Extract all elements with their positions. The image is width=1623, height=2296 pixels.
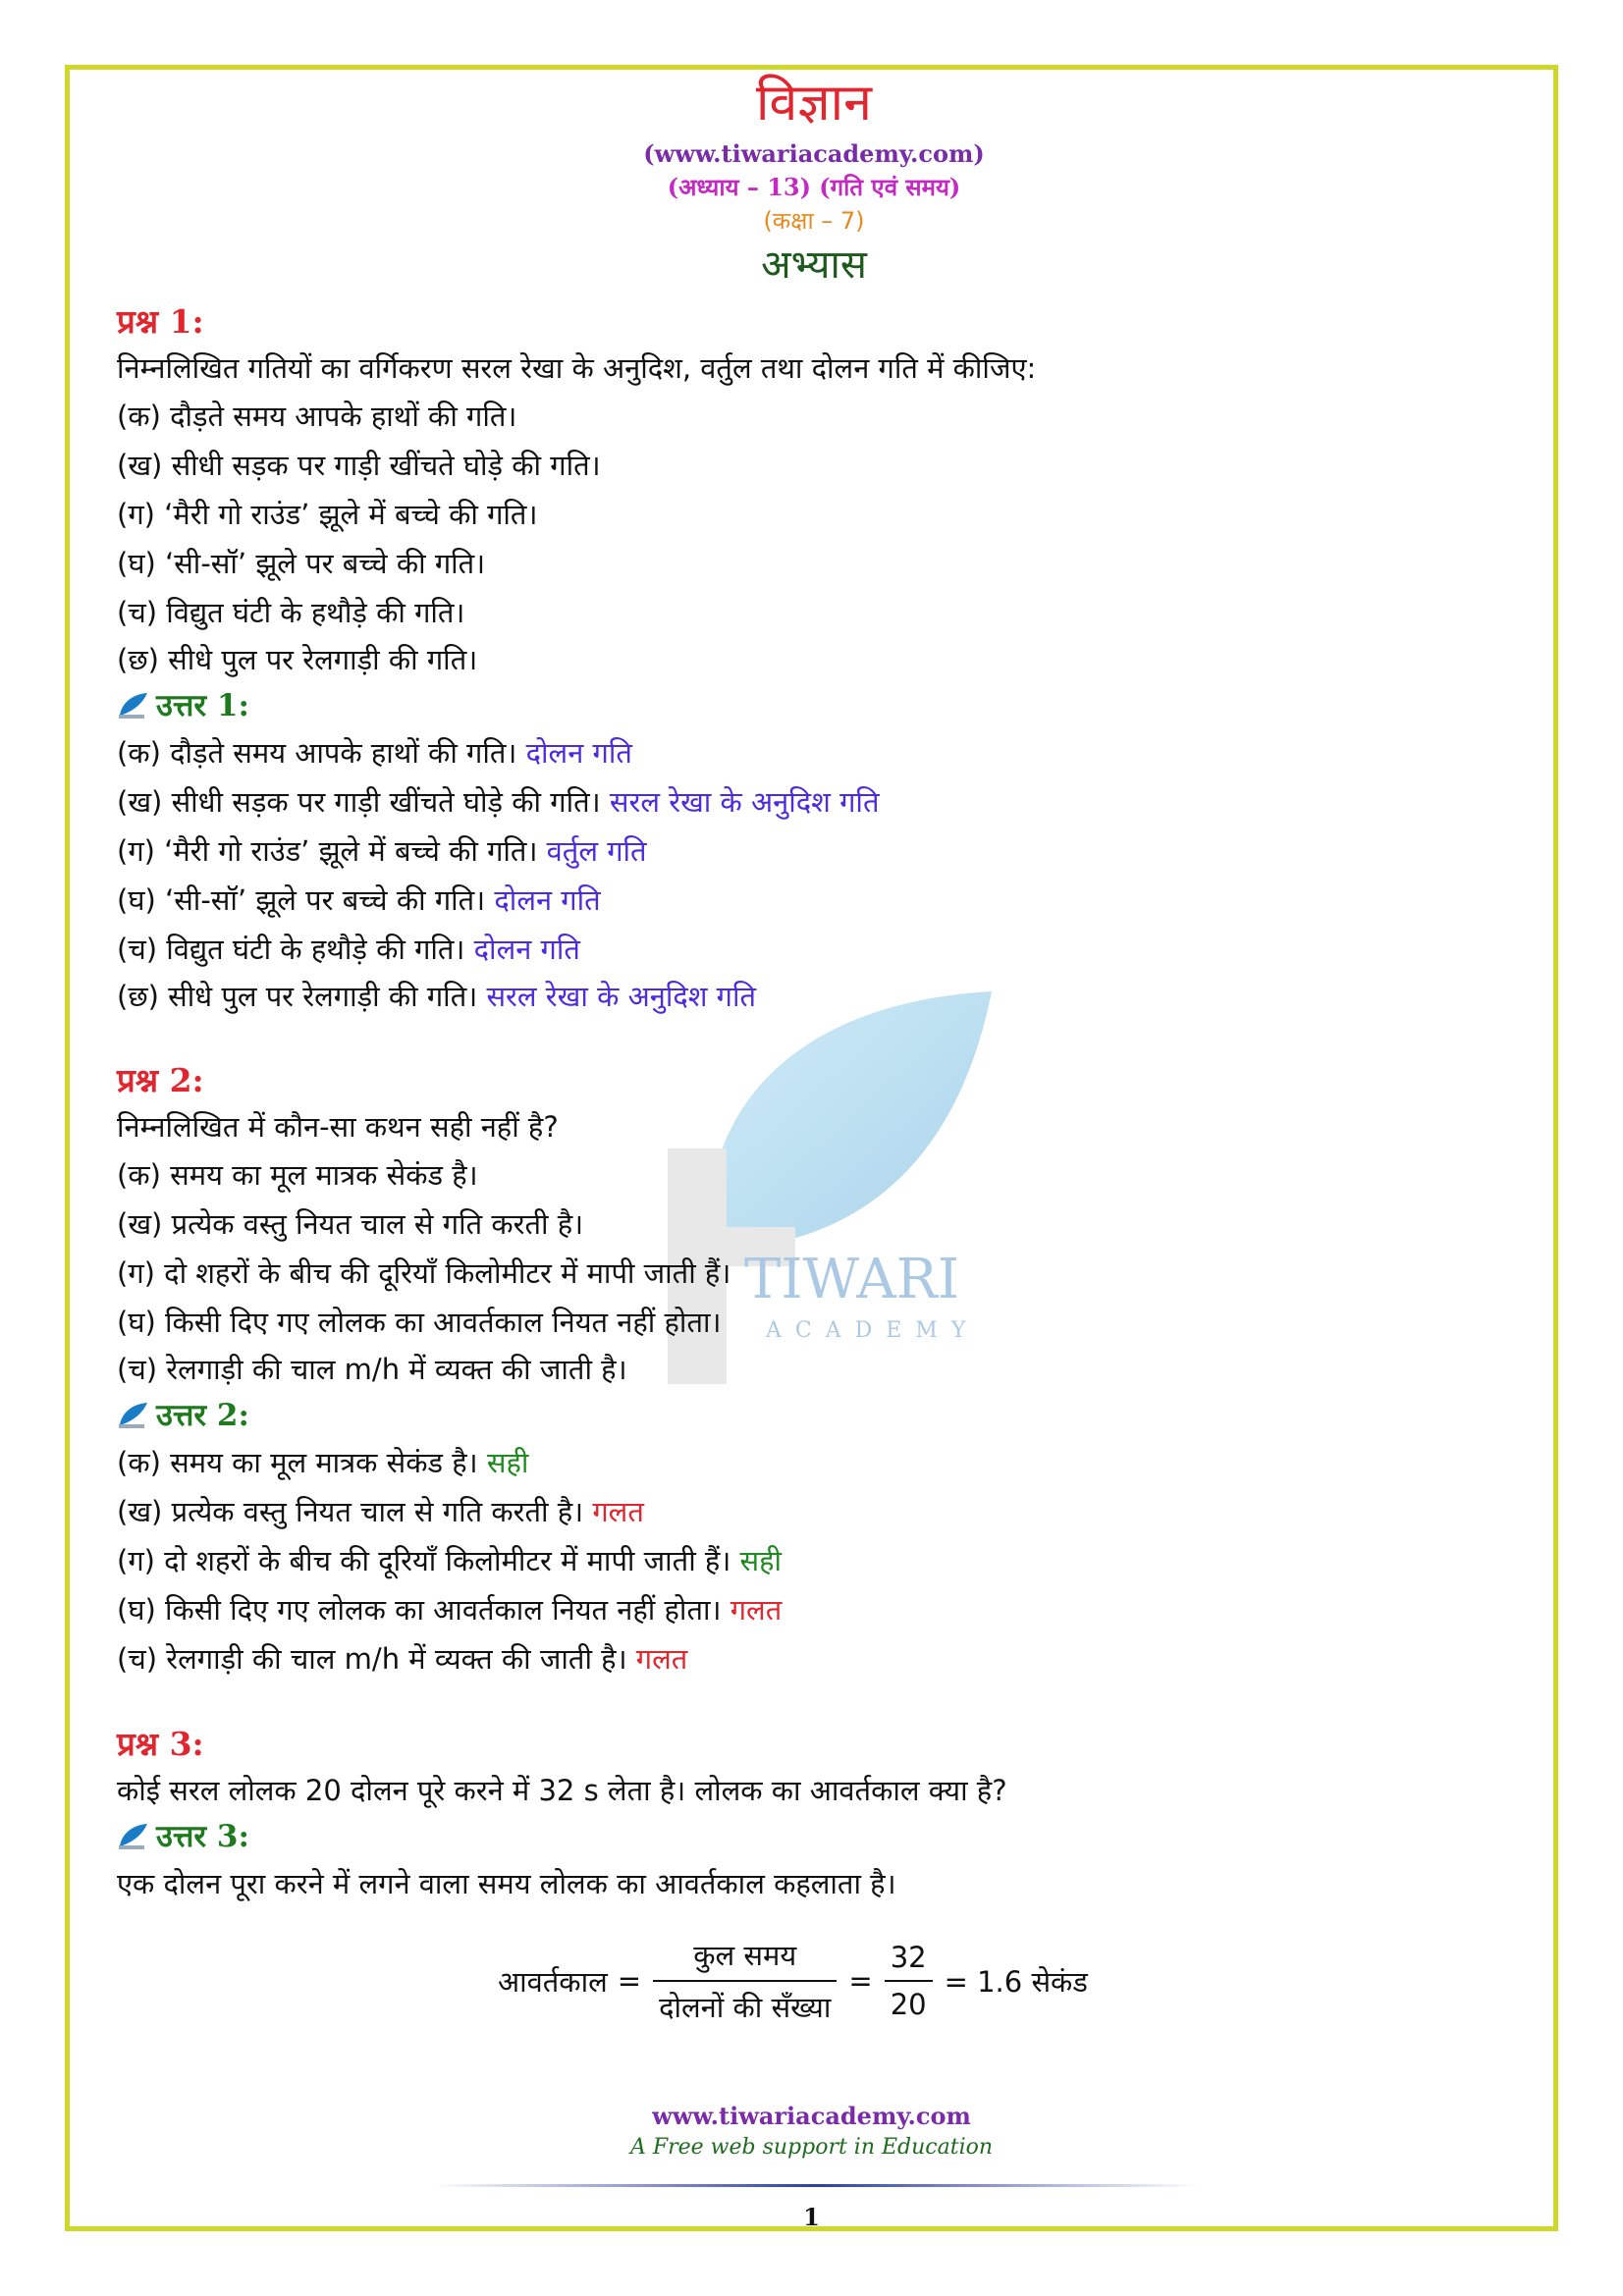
answer-text: (च) विद्युत घंटी के हथौड़े की गति। xyxy=(117,933,465,966)
fraction-denominator: दोलनों की सँख्या xyxy=(653,1980,837,2026)
answer-text: (घ) किसी दिए गए लोलक का आवर्तकाल नियत नहीं होता। xyxy=(117,1593,722,1627)
answer-item xyxy=(117,728,1511,777)
option-item: (च) विद्युत घंटी के हथौड़े की गति। xyxy=(117,596,465,629)
watermark-text-bottom: ACADEMY xyxy=(766,1318,980,1343)
answer-text: (क) समय का मूल मात्रक सेकंड है। xyxy=(117,1446,478,1479)
fraction-numerator: 32 xyxy=(890,1941,927,1974)
answer-result: दोलन गति xyxy=(473,933,580,966)
answer-text: (च) रेलगाड़ी की चाल m/h में व्यक्त की जाती है। xyxy=(117,1642,627,1676)
option-item: (ख) प्रत्येक वस्तु नियत चाल से गति करती है। xyxy=(117,1207,584,1241)
answer-heading xyxy=(117,1393,1511,1438)
header-class: (कक्षा – 7) xyxy=(763,207,865,235)
exercise-heading: अभ्यास xyxy=(761,242,867,288)
option-item: (घ) किसी दिए गए लोलक का आवर्तकाल नियत नहीं होता। xyxy=(117,1306,722,1339)
option-item: (क) दौड़ते समय आपके हाथों की गति। xyxy=(117,400,517,433)
answer-result: दोलन गति xyxy=(494,883,601,917)
header-chapter: (अध्याय – 13) (गति एवं समय) xyxy=(667,173,961,201)
answer-result: सही xyxy=(486,1446,529,1479)
answer-result: सही xyxy=(739,1544,783,1577)
fraction-numbers xyxy=(885,1941,933,2021)
answer-item xyxy=(117,777,1511,827)
option-item: (ग) दो शहरों के बीच की दूरियाँ किलोमीटर में मापी जाती हैं। xyxy=(117,1256,731,1290)
answer-item xyxy=(117,1634,1511,1683)
answer-text: एक दोलन पूरा करने में लगने वाला समय लोलक का आवर्तकाल कहलाता है। xyxy=(117,1867,896,1900)
option-item: (घ) ‘सी-सॉ’ झूले पर बच्चे की गति। xyxy=(117,547,486,580)
answer-heading xyxy=(117,1814,1511,1859)
answer-text: (छ) सीधे पुल पर रेलगाड़ी की गति। xyxy=(117,980,478,1013)
question-1 xyxy=(117,298,1511,1020)
answer-text: (ख) सीधी सड़क पर गाड़ी खींचते घोड़े की गति। xyxy=(117,785,601,819)
answer-result: सरल रेखा के अनुदिश गति xyxy=(609,785,880,819)
question-text: निम्नलिखित में कौन-सा कथन सही नहीं है? xyxy=(117,1110,559,1144)
footer-tagline: A Free web support in Education xyxy=(629,2135,994,2160)
option-item: (च) रेलगाड़ी की चाल m/h में व्यक्त की जाती है। xyxy=(117,1353,627,1386)
answer-text: (क) दौड़ते समय आपके हाथों की गति। xyxy=(117,736,517,770)
answer-heading-label: उत्तर 1: xyxy=(156,688,249,723)
fraction-words xyxy=(653,1936,837,2026)
fraction-denominator: 20 xyxy=(885,1980,933,2021)
answer-item xyxy=(117,1487,1511,1536)
answer-heading-label: उत्तर 3: xyxy=(156,1819,249,1854)
page-title: विज्ञान xyxy=(755,74,873,133)
question-text: कोई सरल लोलक 20 दोलन पूरे करने में 32 s लेता है। लोलक का आवर्तकाल क्या है? xyxy=(117,1774,1007,1807)
formula-lhs: आवर्तकाल xyxy=(498,1964,608,1999)
watermark-text-top: TIWARI xyxy=(744,1248,959,1311)
answer-result: वर्तुल गति xyxy=(546,834,647,868)
option-item: (ग) ‘मैरी गो राउंड’ झूले में बच्चे की गति। xyxy=(117,498,538,531)
answer-text: (ग) दो शहरों के बीच की दूरियाँ किलोमीटर में मापी जाती हैं। xyxy=(117,1544,731,1577)
page-number: 1 xyxy=(803,2203,820,2231)
answer-result: सरल रेखा के अनुदिश गति xyxy=(486,980,757,1013)
question-heading: प्रश्न 1: xyxy=(117,302,204,341)
formula-equals: = xyxy=(848,1964,873,1998)
footer-divider xyxy=(432,2184,1198,2187)
answer-text: (घ) ‘सी-सॉ’ झूले पर बच्चे की गति। xyxy=(117,883,486,917)
period-formula xyxy=(498,1936,1511,2026)
header xyxy=(117,69,1511,293)
answer-item xyxy=(117,974,1511,1020)
answer-result: गलत xyxy=(730,1593,783,1627)
answer-item xyxy=(117,1536,1511,1585)
option-item: (क) समय का मूल मात्रक सेकंड है। xyxy=(117,1158,478,1192)
answer-text: (ग) ‘मैरी गो राउंड’ झूले में बच्चे की गति। xyxy=(117,834,538,868)
question-2 xyxy=(117,1057,1511,1683)
question-text: निम्नलिखित गतियों का वर्गिकरण सरल रेखा के अनुदिश, वर्तुल तथा दोलन गति में कीजिए: xyxy=(117,351,1037,385)
page-content xyxy=(117,69,1511,2026)
fraction-numerator: कुल समय xyxy=(693,1939,797,1972)
answer-item xyxy=(117,1438,1511,1487)
answer-item xyxy=(117,1585,1511,1634)
header-site: (www.tiwariacademy.com) xyxy=(643,139,985,168)
answer-item xyxy=(117,827,1511,876)
pen-logo-icon xyxy=(117,1822,150,1851)
formula-equals: = xyxy=(617,1964,642,1998)
question-heading: प्रश्न 2: xyxy=(117,1061,204,1099)
question-heading: प्रश्न 3: xyxy=(117,1725,204,1763)
answer-result: दोलन गति xyxy=(525,736,632,770)
answer-item xyxy=(117,925,1511,974)
question-3 xyxy=(117,1721,1511,2026)
answer-item xyxy=(117,876,1511,925)
pen-logo-icon xyxy=(117,1401,150,1430)
footer-site-link[interactable]: www.tiwariacademy.com xyxy=(652,2102,971,2130)
answer-text: (ख) प्रत्येक वस्तु नियत चाल से गति करती है। xyxy=(117,1495,584,1528)
answer-heading-label: उत्तर 2: xyxy=(156,1398,249,1433)
answer-heading xyxy=(117,683,1511,728)
answer-result: गलत xyxy=(635,1642,688,1676)
option-item: (छ) सीधे पुल पर रेलगाड़ी की गति। xyxy=(117,643,478,676)
answer-result: गलत xyxy=(592,1495,644,1528)
formula-result: = 1.6 सेकंड xyxy=(944,1964,1088,1999)
pen-logo-icon xyxy=(117,691,150,721)
option-item: (ख) सीधी सड़क पर गाड़ी खींचते घोड़े की गति। xyxy=(117,449,601,482)
spacer xyxy=(117,1683,1511,1721)
spacer xyxy=(117,1020,1511,1057)
